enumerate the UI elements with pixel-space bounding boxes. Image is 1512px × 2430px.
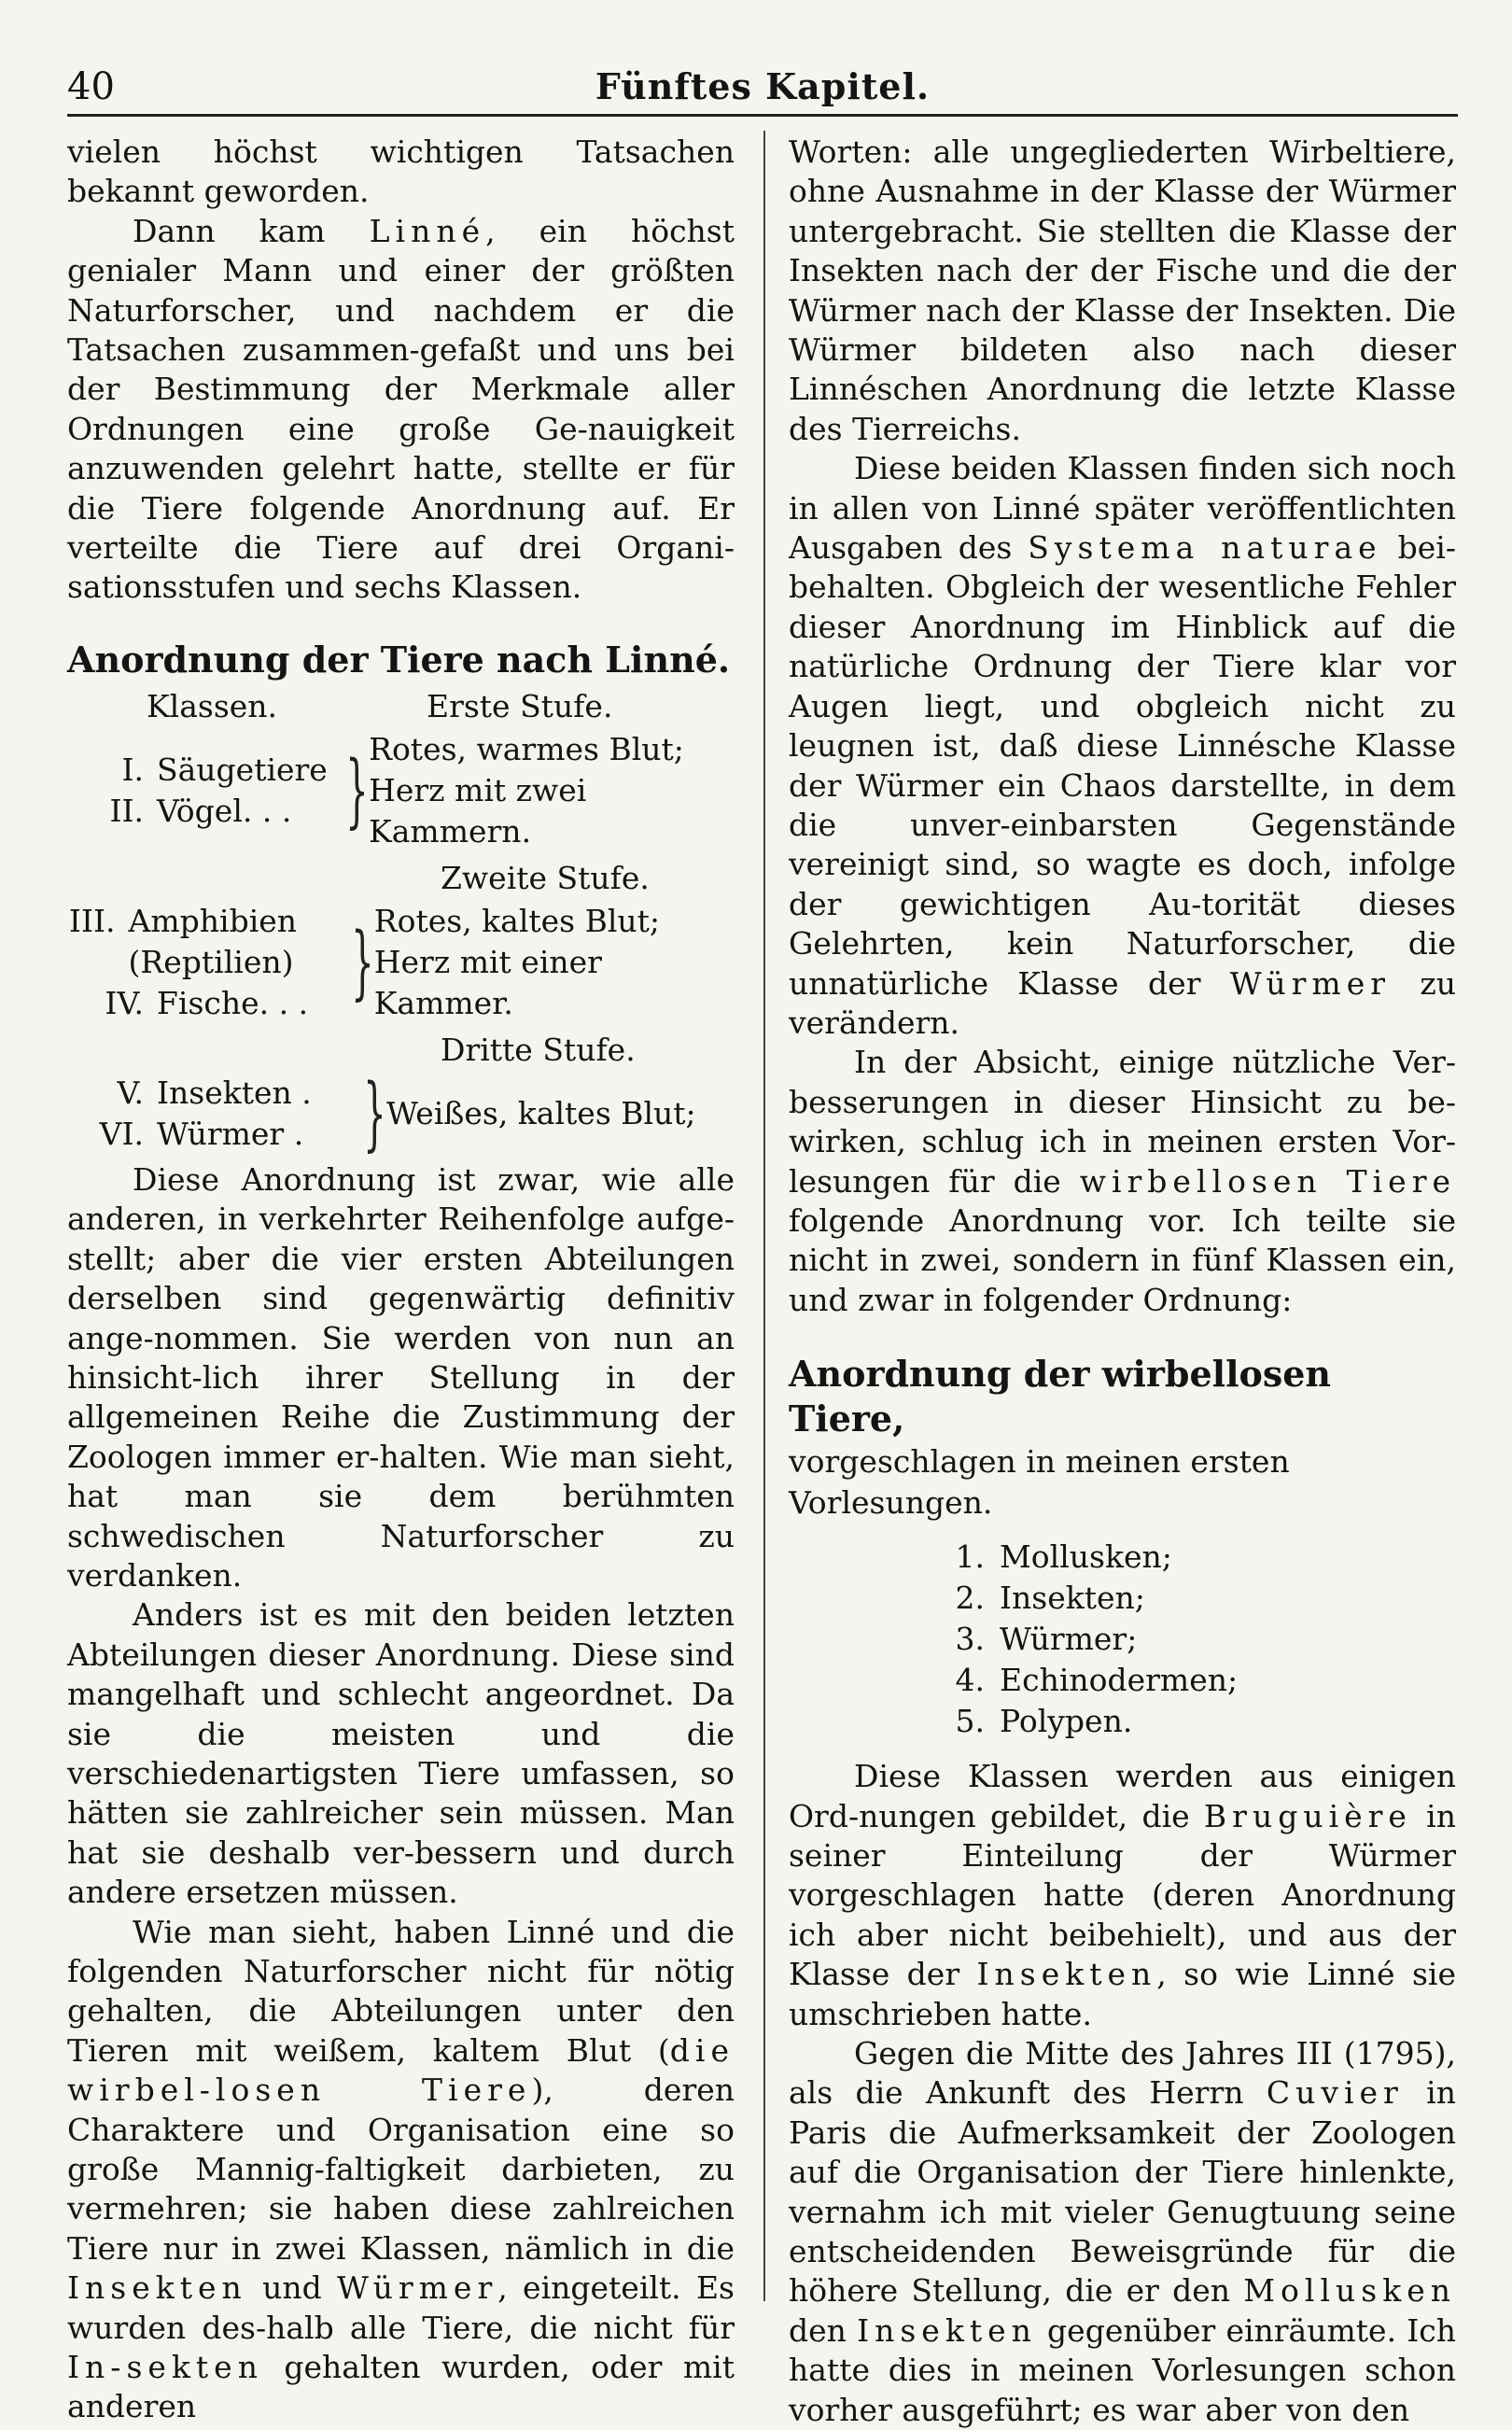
paragraph: Wie man sieht, haben Linné und die folgenden Naturforscher nicht für nötig gehalten, die Abteilungen unter den Tieren mit weißem, kaltem Blut (die wirbel-losen Tiere), deren Charaktere und Organisation eine so große Mannig-faltigkeit darbieten, zu vermehren; sie haben diese zahlreichen Tiere nur in zwei Klassen, nämlich in die Insekten und Würmer, eingeteilt. Es wurden des-halb alle Tiere, die nicht für In-sekten gehalten wurden, oder mit anderen <box>67 1913 735 2425</box>
right-column <box>789 133 1456 2430</box>
running-title: Fünftes Kapitel. <box>595 65 931 107</box>
paragraph: Dann kam Linné, ein höchst genialer Mann und einer der größten Naturforscher, und nachdem er die Tatsachen zusammen-gefaßt und uns bei der Bestimmung der Merkmale aller Ordnungen eine große Ge-nauigkeit anzuwenden gelehrt hatte, stellte er für die Tiere folgende Anordnung auf. Er verteilte die Tiere auf drei Organi-sationsstufen und sechs Klassen. <box>67 212 735 606</box>
column-divider <box>763 131 765 2301</box>
page-number: 40 <box>67 65 115 108</box>
paragraph: Diese Klassen werden aus einigen Ord-nungen gebildet, die Bruguière in seiner Einteilung der Würmer vorgeschlagen hatte (deren Anordnung ich aber nicht beibehielt), und aus der Klasse der Insekten, so wie Linné sie umschrieben hatte. <box>789 1758 1456 2032</box>
stufe-title: Zweite Stufe. <box>441 859 650 896</box>
section-heading: Anordnung der Tiere nach Linné. <box>67 638 731 681</box>
stufe-description: Herz mit einer Kammer. <box>373 943 602 1021</box>
stufe-group <box>67 901 735 1024</box>
list-item: 4. Echinodermen; <box>955 1662 1239 1699</box>
paragraph: vielen höchst wichtigen Tatsachen bekannt geworden. <box>67 133 735 210</box>
paragraph: In der Absicht, einige nützliche Ver-besserungen in dieser Hinsicht zu be-wirken, schlug ich in meinen ersten Vor-lesungen für die wirbellosen Tiere folgende Anordnung vor. Ich teilte sie nicht in zwei, sondern in fünf Klassen ein, und zwar in folgender Ordnung: <box>789 1044 1457 1318</box>
paragraph: Diese beiden Klassen finden sich noch in allen von Linné später veröffentlichten Ausgaben des Systema naturae bei-behalten. Obgleich der wesentliche Fehler dieser Anordnung im Hinblick auf die natürliche Ordnung der Tiere klar vor Augen liegt, und obgleich nicht zu leugnen ist, daß diese Linnésche Klasse der Würmer ein Chaos darstellte, in dem die unver-einbarsten Gegenstände vereinigt sind, so wagte es doch, infolge der gewichtigen Au-torität dieses Gelehrten, kein Naturforscher, die unnatürliche Klasse der Würmer zu verändern. <box>789 450 1457 1041</box>
paragraph: Gegen die Mitte des Jahres III (1795), als die Ankunft des Herrn Cuvier in Paris die Aufmerksamkeit der Zoologen auf die Organisation der Tiere hinlenkte, vernahm ich mit vieler Genugtuung seine entscheidenden Beweisgründe für die höhere Stellung, die er den Mollusken den Insekten gegenüber einräumte. Ich hatte dies in meinen Vorlesungen schon vorher ausgeführt; es war aber von den <box>789 2035 1456 2428</box>
brace: } <box>350 915 374 1009</box>
header-rule <box>67 114 1458 117</box>
brace: } <box>345 743 369 837</box>
stufe-title: Erste Stufe. <box>427 687 613 724</box>
stufe-description: Herz mit zwei Kammern. <box>369 771 587 850</box>
stufe-title: Dritte Stufe. <box>441 1031 636 1068</box>
numbered-list <box>789 1537 1456 1742</box>
paragraph: Anders ist es mit den beiden letzten Abteilungen dieser Anordnung. Diese sind mangelhaft und schlecht angeordnet. Da sie die meisten und die verschiedenartigsten Tiere umfassen, so hätten sie zahlreicher sein müssen. Man hat sie deshalb ver-bessern und durch andere ersetzen müssen. <box>67 1596 735 1911</box>
stufe-description: Rotes, warmes Blut; <box>369 730 684 767</box>
section-subheading: vorgeschlagen in meinen ersten Vorlesungen. <box>789 1443 1290 1522</box>
list-item: 5. Polypen. <box>955 1703 1133 1740</box>
paragraph: Diese Anordnung ist zwar, wie alle anderen, in verkehrter Reihenfolge aufge-stellt; aber die vier ersten Abteilungen derselben sind gegenwärtig definitiv ange-nommen. Sie werden von nun an hinsicht-lich ihrer Stellung in der allgemeinen Reihe die Zustimmung der Zoologen immer er-halten. Wie man sieht, hat man sie dem berühmten schwedischen Naturforscher zu verdanken. <box>67 1160 735 1594</box>
class-row: IV. Fische. . . <box>105 984 309 1021</box>
class-row: VI. Würmer . <box>99 1115 304 1152</box>
list-item: 3. Würmer; <box>955 1621 1138 1658</box>
stufe-group <box>67 1066 735 1160</box>
stufe-group <box>67 729 735 852</box>
stufe-description: Weißes, kaltes Blut; <box>386 1094 696 1131</box>
left-column <box>67 133 735 2427</box>
class-row: I. Säugetiere <box>121 751 328 788</box>
page-header <box>67 65 1458 114</box>
class-row: V. Insekten . <box>117 1074 312 1111</box>
list-item: 2. Insekten; <box>955 1580 1145 1617</box>
list-item: 1. Mollusken; <box>955 1538 1172 1576</box>
class-row: II. Vögel. . . <box>109 792 292 829</box>
section-heading: Anordnung der wirbellosen Tiere, <box>789 1353 1332 1440</box>
paragraph: Worten: alle ungegliederten Wirbeltiere, ohne Ausnahme in der Klasse der Würmer untergebracht. Sie stellten die Klasse der Insekten nach der der Fische und die der Würmer nach der Klasse der Insekten. Die Würmer bildeten also nach dieser Linnéschen Anordnung die letzte Klasse des Tierreichs. <box>789 133 1456 447</box>
brace: } <box>363 1066 386 1160</box>
classification-subheader <box>67 686 735 727</box>
classes-label: Klassen. <box>147 687 278 724</box>
stufe-description: Rotes, kaltes Blut; <box>373 902 661 939</box>
class-row: III. Amphibien (Reptilien) <box>68 902 298 980</box>
